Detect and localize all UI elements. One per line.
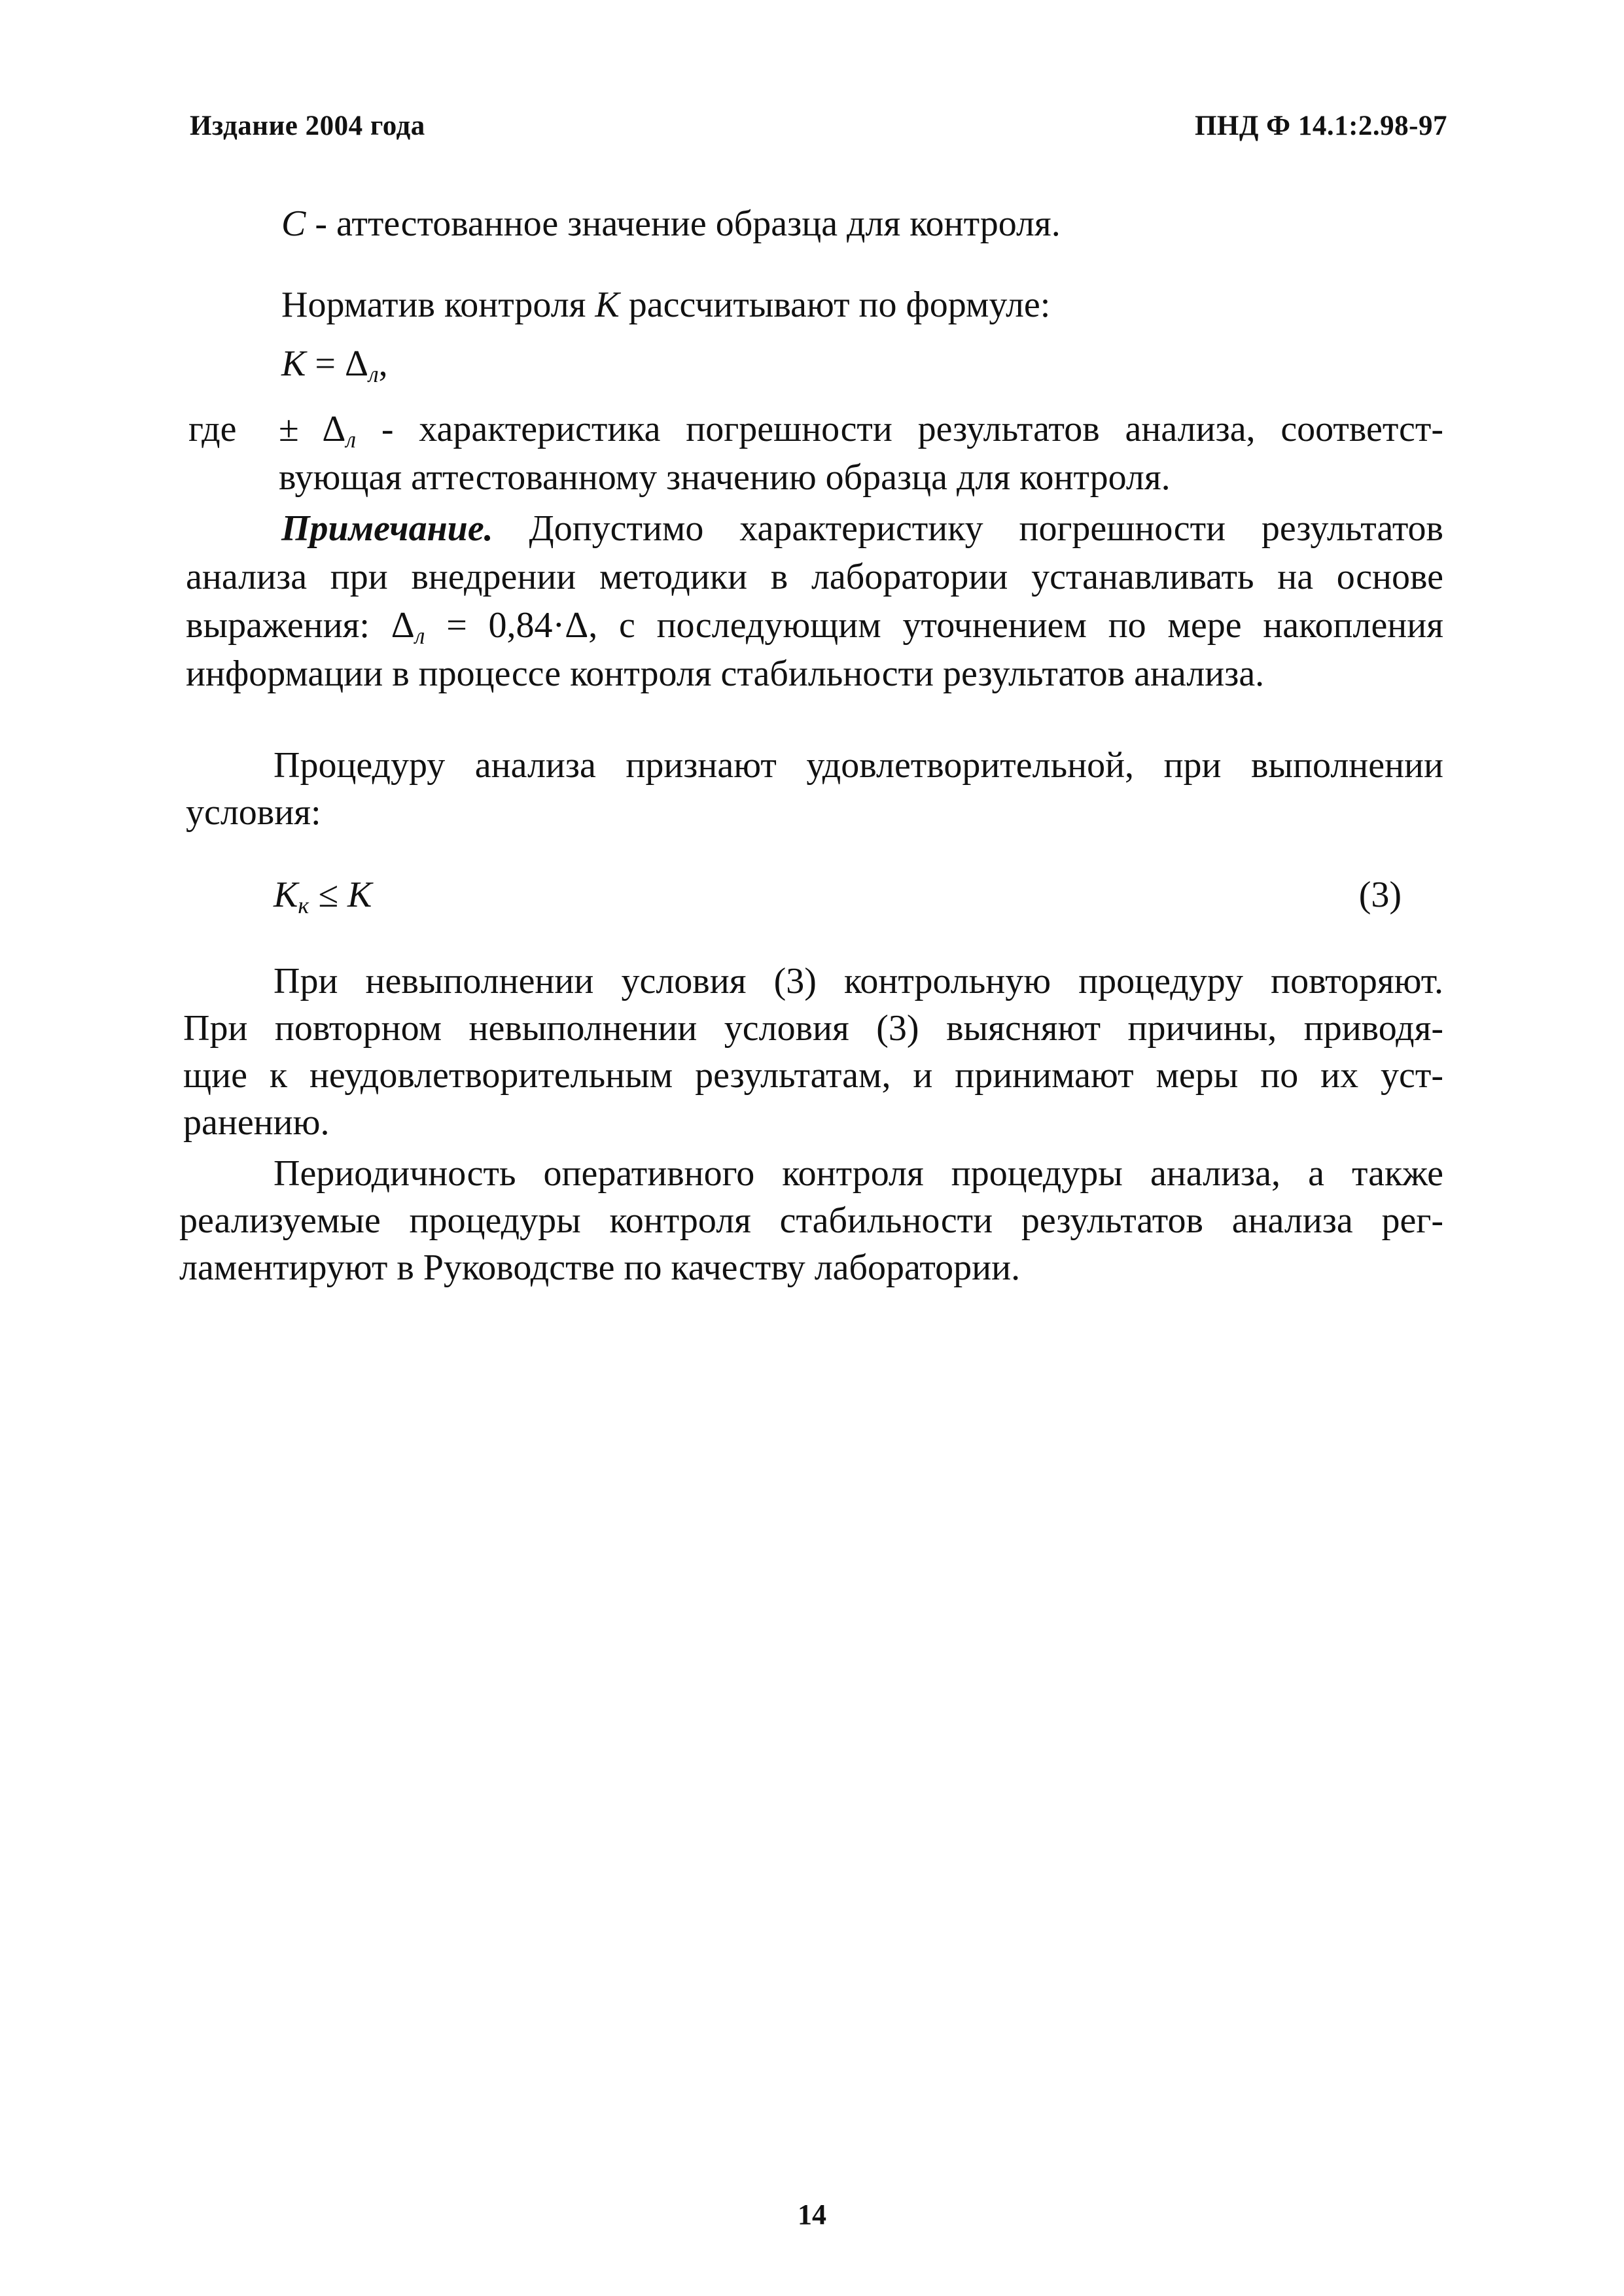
note-label: Примечание. [281, 508, 493, 549]
condition-lhs: K [274, 875, 298, 915]
norm-intro [281, 281, 1050, 328]
c-symbol: C [281, 203, 306, 244]
where-sub: л [345, 426, 357, 453]
norm-intro-after: рассчитывают по формуле: [619, 285, 1051, 325]
note-line-3-a: выражения: Δ [186, 605, 415, 646]
failure-line-1: При невыполнении условия (3) контрольную процедуру повторяют. [274, 961, 1443, 1001]
page-number: 14 [798, 2199, 826, 2231]
equation-number: (3) [1358, 875, 1402, 915]
formula-k-sub: л [368, 361, 379, 387]
where-label: где [188, 409, 237, 449]
note-line-4: информации в процессе контроля стабильности результатов анализа. [186, 653, 1265, 694]
note-line-1-text: Допустимо характеристику погрешности результатов [493, 508, 1443, 549]
where-pm: ± Δ [279, 409, 346, 449]
procedure-line-1: Процедуру анализа признают удовлетворительной, при выполнении [274, 745, 1443, 786]
formula-k-lhs: K [281, 343, 306, 384]
note-line-3-sub: л [414, 623, 425, 649]
edition-label: Издание 2004 года [190, 111, 425, 141]
c-definition [281, 200, 1061, 247]
condition-rel: ≤ K [309, 875, 372, 915]
where-line-2: вующая аттестованному значению образца для контроля. [279, 457, 1171, 498]
formula-k [281, 340, 388, 398]
failure-line-4: ранению. [183, 1102, 330, 1143]
c-definition-text: - аттестованное значение образца для контроля. [306, 203, 1061, 244]
failure-line-3: щие к неудовлетворительным результатам, и принимают меры по их уст- [183, 1055, 1443, 1096]
note-line-3-b: = 0,84·Δ, с последующим уточнением по мере накопления [425, 605, 1443, 646]
condition-sub: к [298, 892, 309, 918]
norm-intro-symbol: K [595, 285, 620, 325]
condition-formula [274, 871, 372, 929]
document-code: ПНД Ф 14.1:2.98-97 [1194, 111, 1447, 141]
periodicity-line-2: реализуемые процедуры контроля стабильности результатов анализа рег- [179, 1200, 1443, 1241]
note-line-2: анализа при внедрении методики в лаборатории устанавливать на основе [186, 557, 1443, 597]
formula-k-eq: = Δ [306, 343, 368, 384]
procedure-line-2: условия: [186, 792, 321, 833]
formula-k-tail: , [378, 343, 388, 384]
note-line-1 [281, 505, 1443, 552]
norm-intro-before: Норматив контроля [281, 285, 595, 325]
where-line-1-text: - характеристика погрешности результатов анализа, соответст- [356, 409, 1444, 449]
periodicity-line-1: Периодичность оперативного контроля процедуры анализа, а также [274, 1153, 1443, 1194]
failure-line-2: При повторном невыполнении условия (3) выясняют причины, приводя- [183, 1008, 1443, 1049]
periodicity-line-3: ламентируют в Руководстве по качеству лаборатории. [179, 1247, 1021, 1288]
